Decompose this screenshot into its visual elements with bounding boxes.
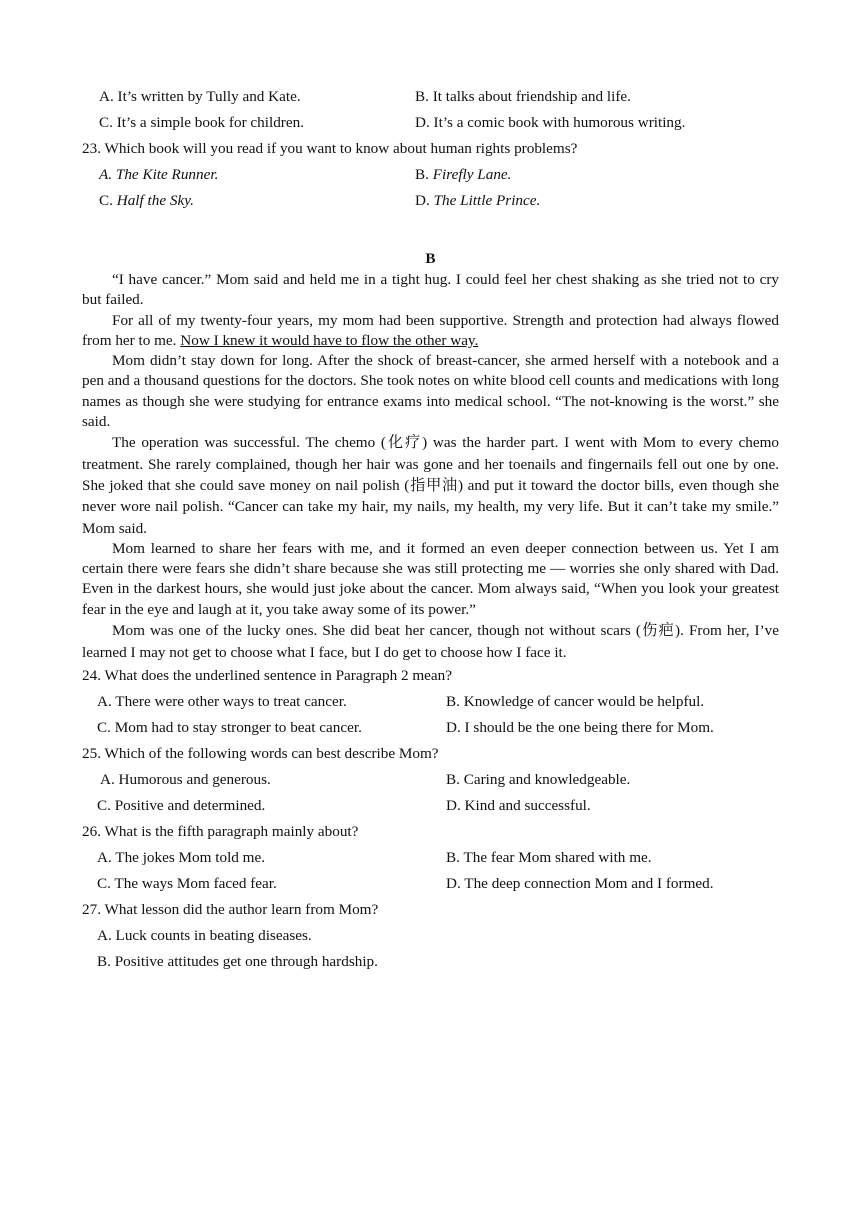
passage-paragraph-3: Mom didn’t stay down for long. After the shock of breast-cancer, she armed herself with a notebook and a pen and a thousand questions for the doctors. She took notes on white blood cell counts and medications with long names as though she were studying for entrance exams into medical school. “The not-knowing is the worst.” she said. [82,352,779,431]
q25-option-d: D. Kind and successful. [446,797,591,815]
q24-stem: 24. What does the underlined sentence in Paragraph 2 mean? [82,667,452,685]
q26-option-c: C. The ways Mom faced fear. [97,875,277,893]
q23-options-row-2 [82,190,779,216]
q23-options-row-1 [82,164,779,190]
q25-options-row-2 [82,795,779,821]
q27-option-b-row [82,951,779,977]
q26-option-d: D. The deep connection Mom and I formed. [446,875,714,893]
q24-option-b: B. Knowledge of cancer would be helpful. [446,693,705,711]
q23-option-c: C. Half the Sky. [99,192,194,209]
q22-options-row-2 [82,112,779,138]
q23-stem: 23. Which book will you read if you want to know about human rights problems? [82,140,578,157]
q23-option-d: D. The Little Prince. [415,192,541,209]
q27-option-b: B. Positive attitudes get one through hardship. [97,953,378,971]
q26-options-row-2 [82,873,779,899]
underlined-sentence: Now I knew it would have to flow the other way. [180,331,479,349]
q24-options-row-2 [82,717,779,743]
q25-stem: 25. Which of the following words can best describe Mom? [82,745,439,763]
passage-paragraph-1: “I have cancer.” Mom said and held me in a tight hug. I could feel her chest shaking as she tried not to cry but failed. [82,271,779,309]
q25-option-a: A. Humorous and generous. [100,771,271,789]
q23-option-a: A. The Kite Runner. [99,166,219,183]
q26-stem: 26. What is the fifth paragraph mainly about? [82,823,359,841]
q22-option-b: B. It talks about friendship and life. [415,88,631,105]
q26-option-b: B. The fear Mom shared with me. [446,849,652,867]
passage-paragraph-6: Mom was one of the lucky ones. She did beat her cancer, though not without scars (伤疤). From her, I’ve learned I may not get to choose what I face, but I do get to choose how I face it. [82,622,779,661]
q24-option-c: C. Mom had to stay stronger to beat cancer. [97,719,362,737]
q23-option-b: B. Firefly Lane. [415,166,512,183]
q22-options-row-1 [82,86,779,112]
q26-option-a: A. The jokes Mom told me. [97,849,266,867]
q27-option-a-row [82,925,779,951]
q22-option-d: D. It’s a comic book with humorous writing. [415,114,686,131]
q26-options-row-1 [82,847,779,873]
passage-paragraph-2: For all of my twenty-four years, my mom had been supportive. Strength and protection had always flowed from her to me. Now I knew it would have to flow the other way. [82,311,779,349]
q25-options-row-1 [82,769,779,795]
section-b-title: B [425,250,436,267]
q22-option-a: A. It’s written by Tully and Kate. [99,88,301,105]
passage-paragraph-4: The operation was successful. The chemo (化疗) was the harder part. I went with Mom to every chemo treatment. She rarely complained, though her hair was gone and her toenails and fingernails fell out one by one. She joked that she could save money on nail polish (指甲油) and put it toward the doctor bills, even though she never wore nail polish. “Cancer can take my hair, my nails, my health, my very life. But it can’t take my smile.” Mom said. [82,434,779,537]
exam-page [82,86,779,977]
q24-option-a: A. There were other ways to treat cancer. [97,693,347,711]
q24-option-d: D. I should be the one being there for Mom. [446,719,714,737]
q22-option-c: C. It’s a simple book for children. [99,114,304,131]
q25-option-b: B. Caring and knowledgeable. [446,771,631,789]
q27-option-a: A. Luck counts in beating diseases. [97,927,312,945]
q25-option-c: C. Positive and determined. [97,797,266,815]
q24-options-row-1 [82,691,779,717]
passage-paragraph-5: Mom learned to share her fears with me, and it formed an even deeper connection between us. Yet I am certain there were fears she didn’t share because she was still protecting me — worries she only shared with Dad. Even in the darkest hours, she would just joke about the cancer. Mom always said, “When you look your greatest fear in the eye and laugh at it, you take away some of its power.” [82,539,779,618]
q27-stem: 27. What lesson did the author learn from Mom? [82,901,379,919]
